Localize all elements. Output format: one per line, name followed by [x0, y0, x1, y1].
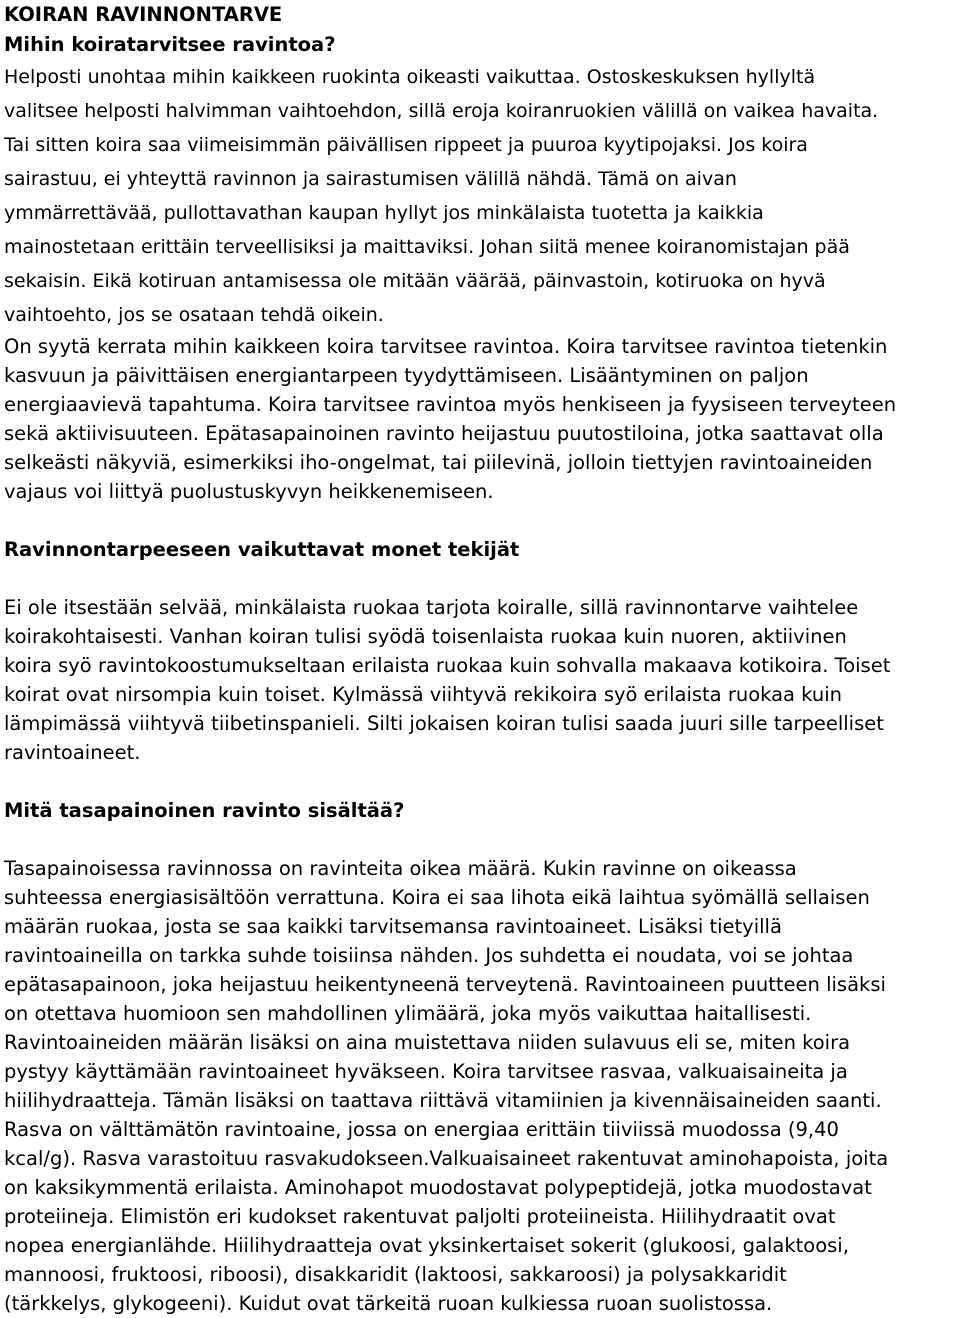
paragraph-line: nopea energianlähde. Hiilihydraatteja ovat yksinkertaiset sokerit (glukoosi, galaktoosi,: [4, 1234, 849, 1257]
spacer: [4, 825, 956, 854]
document-page: [4, 0, 956, 1318]
paragraph-line: kasvuun ja päivittäisen energiantarpeen tyydyttämiseen. Lisääntyminen on paljon: [4, 364, 809, 387]
section-heading-balanced: Mitä tasapainoinen ravinto sisältää?: [4, 799, 405, 822]
paragraph-line: Rasva on välttämätön ravintoaine, jossa on energiaa erittäin tiiviissä muodossa (9,40: [4, 1118, 839, 1141]
intro-paragraph: [4, 60, 956, 332]
paragraph-line: suhteessa energiasisältöön verrattuna. Koira ei saa lihota eikä laihtua syömällä sellaisen: [4, 886, 870, 909]
paragraph-line: proteiineja. Elimistön eri kudokset rakentuvat paljolti proteiineista. Hiilihydraatit ovat: [4, 1205, 836, 1228]
paragraph-line: pystyy käyttämään ravintoaineet hyväkseen. Koira tarvitsee rasvaa, valkuaisaineita ja: [4, 1060, 848, 1083]
paragraph-line: Tasapainoisessa ravinnossa on ravinteita oikea määrä. Kukin ravinne on oikeassa: [4, 857, 797, 880]
paragraph-line: hiilihydraatteja. Tämän lisäksi on taattava riittävä vitamiinien ja kivennäisaineiden saanti.: [4, 1089, 882, 1112]
paragraph-line: selkeästi näkyviä, esimerkiksi iho-ongelmat, tai piilevinä, jolloin tiettyjen ravintoaineiden: [4, 451, 873, 474]
paragraph-line: energiaavievä tapahtuma. Koira tarvitsee ravintoa myös henkiseen ja fyysiseen terveyteen: [4, 393, 897, 416]
paragraph-line: vajaus voi liittyä puolustuskyvyn heikkenemiseen.: [4, 480, 494, 503]
paragraph-line: On syytä kerrata mihin kaikkeen koira tarvitsee ravintoa. Koira tarvitsee ravintoa tietenkin: [4, 335, 888, 358]
paragraph-line: ymmärrettävää, pullottavathan kaupan hyllyt jos minkälaista tuotetta ja kaikkia: [4, 202, 764, 224]
paragraph-line: ravintoaineilla on tarkka suhde toisiinsa nähden. Jos suhdetta ei noudata, voi se johtaa: [4, 944, 854, 967]
paragraph-line: koirat ovat nirsompia kuin toiset. Kylmässä viihtyvä rekikoira syö erilaista ruokaa kuin: [4, 683, 842, 706]
paragraph-line: ravintoaineet.: [4, 741, 141, 764]
paragraph-line: on otettava huomioon sen mahdollinen ylimäärä, joka myös vaikuttaa haitallisesti.: [4, 1002, 812, 1025]
paragraph-line: sairastuu, ei yhteyttä ravinnon ja sairastumisen välillä nähdä. Tämä on aivan: [4, 168, 737, 190]
paragraph-line: koirakohtaisesti. Vanhan koiran tulisi syödä toisenlaista ruokaa kuin nuoren, aktiivinen: [4, 625, 847, 648]
paragraph-line: sekaisin. Eikä kotiruan antamisessa ole mitään väärää, päinvastoin, kotiruoka on hyvä: [4, 270, 826, 292]
paragraph-line: Helposti unohtaa mihin kaikkeen ruokinta oikeasti vaikuttaa. Ostoskeskuksen hyllyltä: [4, 66, 816, 88]
spacer: [4, 767, 956, 796]
paragraph-line: lämpimässä viihtyvä tiibetinspanieli. Silti jokaisen koiran tulisi saada juuri sille tarpeelliset: [4, 712, 884, 735]
paragraph-line: mannoosi, fruktoosi, riboosi), disakkaridit (laktoosi, sakkaroosi) ja polysakkaridit: [4, 1263, 787, 1286]
factors-paragraph: [4, 593, 956, 767]
paragraph-line: sekä aktiivisuuteen. Epätasapainoinen ravinto heijastuu puutostiloina, jotka saattavat olla: [4, 422, 884, 445]
document-title: KOIRAN RAVINNONTARVE: [4, 3, 283, 26]
spacer: [4, 564, 956, 593]
paragraph-line: mainostetaan erittäin terveellisiksi ja maittaviksi. Johan siitä menee koiranomistajan pää: [4, 236, 850, 258]
paragraph-line: koira syö ravintokoostumukseltaan erilaista ruokaa kuin sohvalla makaava kotikoira. Toiset: [4, 654, 891, 677]
paragraph-line: määrän ruokaa, josta se saa kaikki tarvitsemansa ravintoaineet. Lisäksi tietyillä: [4, 915, 782, 938]
paragraph-line: valitsee helposti halvimman vaihtoehdon, sillä eroja koiranruokien välillä on vaikea havaita.: [4, 100, 879, 122]
document-subtitle: Mihin koiratarvitsee ravintoa?: [4, 33, 336, 56]
spacer: [4, 506, 956, 535]
paragraph-line: on kaksikymmentä erilaista. Aminohapot muodostavat polypeptidejä, jotka muodostavat: [4, 1176, 872, 1199]
paragraph-line: epätasapainoon, joka heijastuu heikentyneenä terveytenä. Ravintoaineen puutteen lisäksi: [4, 973, 886, 996]
paragraph-line: Tai sitten koira saa viimeisimmän päivällisen rippeet ja puuroa kyytipojaksi. Jos koira: [4, 134, 808, 156]
paragraph-line: kcal/g). Rasva varastoituu rasvakudokseen.Valkuaisaineet rakentuvat aminohapoista, joita: [4, 1147, 889, 1170]
paragraph-line: (tärkkelys, glykogeeni). Kuidut ovat tärkeitä ruoan kulkiessa ruoan suolistossa.: [4, 1292, 773, 1315]
paragraph-line: Ei ole itsestään selvää, minkälaista ruokaa tarjota koiralle, sillä ravinnontarve vaihtelee: [4, 596, 859, 619]
paragraph-line: vaihtoehto, jos se osataan tehdä oikein.: [4, 304, 384, 326]
balanced-paragraph: [4, 854, 956, 1318]
needs-paragraph: [4, 332, 956, 506]
section-heading-factors: Ravinnontarpeeseen vaikuttavat monet tekijät: [4, 538, 520, 561]
paragraph-line: Ravintoaineiden määrän lisäksi on aina muistettava niiden sulavuus eli se, miten koira: [4, 1031, 851, 1054]
